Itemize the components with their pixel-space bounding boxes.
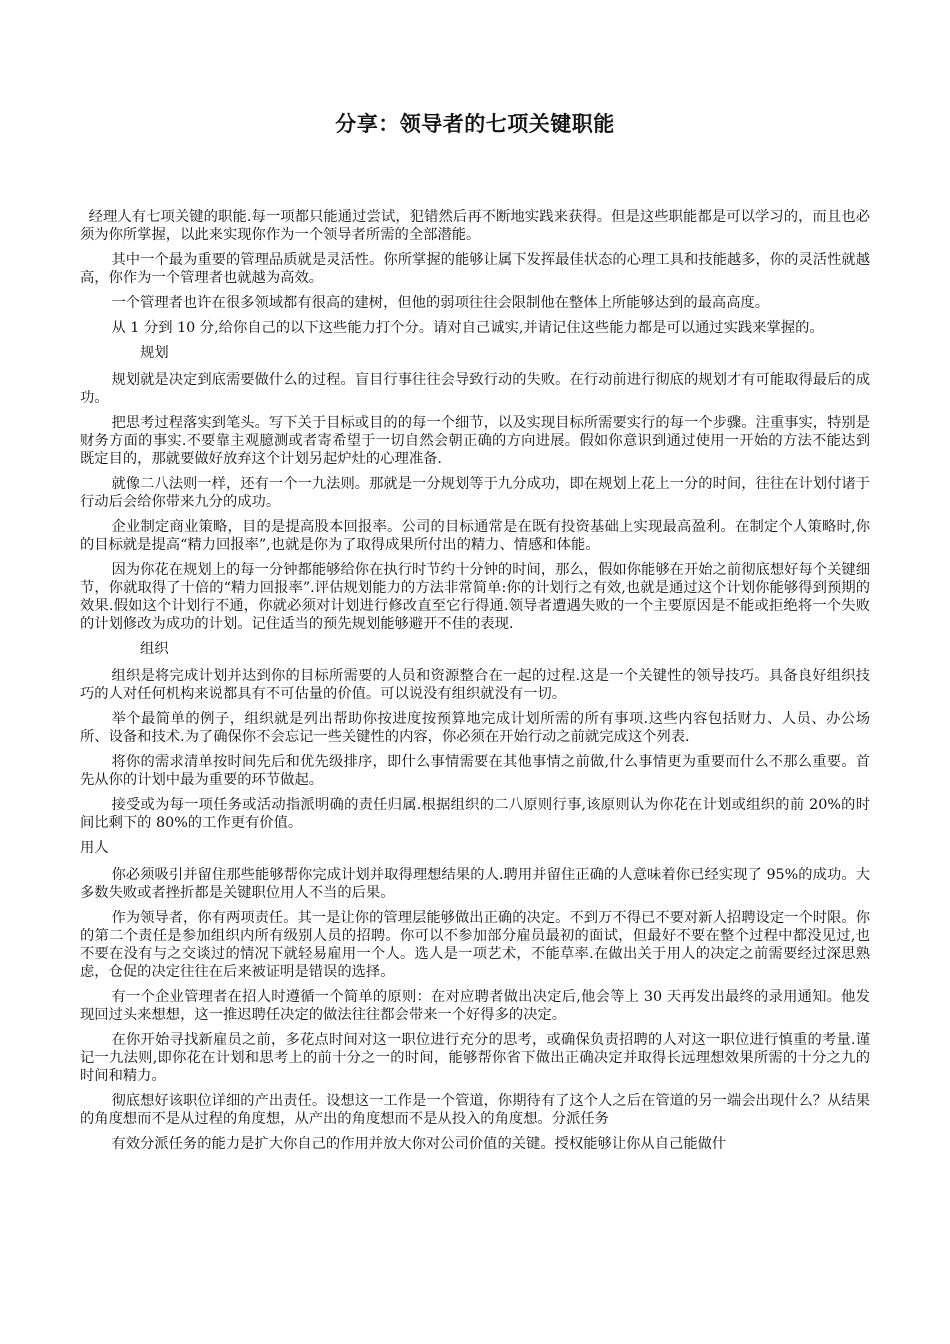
paragraph: 接受或为每一项任务或活动指派明确的责任归属.根据组织的二八原则行事,该原则认为你花在计划或组织的前 20%的时间比剩下的 80%的工作更有价值。 [80, 797, 870, 831]
paragraph: 有一个企业管理者在招人时遵循一个简单的原则：在对应聘者做出决定后,他会等上 30 天再发出最终的录用通知。他发现回过头来想想，这一推迟聘任决定的做法往往都会带来一个好得多的决定。 [80, 989, 870, 1023]
paragraph: 因为你花在规划上的每一分钟都能够给你在执行时节约十分钟的时间，那么，假如你能够在开始之前彻底想好每个关键细节，你就取得了十倍的“精力回报率”.评估规划能力的方法非常简单:你的计划行之有效,也就是通过这个计划你能够得到预期的效果.假如这个计划行不通，你就必须对计划进行修改直至它行得通.领导者遭遇失败的一个主要原因是不能或拒绝将一个失败的计划修改为成功的计划。记住适当的预先规划能够避开不佳的表现. [80, 562, 870, 632]
section-heading-staffing: 用人 [80, 840, 109, 856]
paragraph: 你必须吸引并留住那些能够帮你完成计划并取得理想结果的人.聘用并留住正确的人意味着你已经实现了 95%的成功。大多数失败或者挫折都是关键职位用人不当的后果。 [80, 867, 870, 901]
section-heading-organizing: 组织 [140, 641, 169, 657]
paragraph: 就像二八法则一样，还有一个一九法则。那就是一分规划等于九分成功，即在规划上花上一分的时间，往往在计划付诸于行动后会给你带来九分的成功。 [80, 476, 870, 510]
paragraph: 组织是将完成计划并达到你的目标所需要的人员和资源整合在一起的过程.这是一个关键性的领导技巧。具备良好组织技巧的人对任何机构来说都具有不可估量的价值。可以说没有组织就没有一切。 [80, 668, 870, 702]
paragraph: 将你的需求清单按时间先后和优先级排序，即什么事情需要在其他事情之前做,什么事情更为重要而什么不那么重要。首先从你的计划中最为重要的环节做起。 [80, 754, 870, 788]
paragraph: 企业制定商业策略，目的是提高股本回报率。公司的目标通常是在既有投资基础上实现最高盈利。在制定个人策略时,你的目标就是提高“精力回报率”,也就是你为了取得成果所付出的精力、情感和体能。 [80, 519, 870, 553]
paragraph: 规划就是决定到底需要做什么的过程。盲目行事往往会导致行动的失败。在行动前进行彻底的规划才有可能取得最后的成功。 [80, 372, 870, 406]
paragraph: 彻底想好该职位详细的产出责任。设想这一工作是一个管道，你期待有了这个人之后在管道的另一端会出现什么？从结果的角度想而不是从过程的角度想，从产出的角度想而不是从投入的角度想。分派任务 [80, 1093, 870, 1127]
paragraph: 一个管理者也许在很多领域都有很高的建树，但他的弱项往往会限制他在整体上所能够达到的最高高度。 [111, 295, 770, 311]
paragraph: 把思考过程落实到笔头。写下关于目标或目的的每一个细节，以及实现目标所需要实行的每一个步骤。注重事实，特别是财务方面的事实.不要靠主观臆测或者寄希望于一切自然会朝正确的方向进展。假如你意识到通过使用一开始的方法不能达到既定目的，那就要做好放弃这个计划另起炉灶的心理准备. [80, 415, 870, 467]
paragraph: 经理人有七项关键的职能.每一项都只能通过尝试，犯错然后再不断地实践来获得。但是这些职能都是可以学习的，而且也必须为你所掌握，以此来实现你作为一个领导者所需的全部潜能。 [80, 209, 870, 243]
paragraph: 其中一个最为重要的管理品质就是灵活性。你所掌握的能够让属下发挥最佳状态的心理工具和技能越多，你的灵活性就越高，你作为一个管理者也就越为高效。 [80, 252, 870, 286]
paragraph: 举个最简单的例子，组织就是列出帮助你按进度按预算地完成计划所需的所有事项.这些内容包括财力、人员、办公场所、设备和技术.为了确保你不会忘记一些关键性的内容，你必须在开始行动之前就完成这个列表. [80, 711, 870, 745]
paragraph: 在你开始寻找新雇员之前，多花点时间对这一职位进行充分的思考，或确保负责招聘的人对这一职位进行慎重的考量.谨记一九法则,即你花在计划和思考上的前十分之一的时间，能够帮你省下做出正确决定并取得长远理想效果所需的十分之九的时间和精力。 [80, 1032, 870, 1084]
paragraph: 有效分派任务的能力是扩大你自己的作用并放大你对公司价值的关键。授权能够让你从自己能做什 [111, 1136, 727, 1152]
document-title: 分享：领导者的七项关键职能 [335, 112, 615, 136]
document-body [80, 208, 870, 1153]
section-heading-planning: 规划 [140, 345, 169, 361]
paragraph: 作为领导者，你有两项责任。其一是让你的管理层能够做出正确的决定。不到万不得已不要对新人招聘设定一个时限。你的第二个责任是参加组织内所有级别人员的招聘。你可以不参加部分雇员最初的面试，但最好不要在整个过程中都没见过,也不要在没有与之交谈过的情况下就轻易雇用一个人。选人是一项艺术，不能草率.在做出关于用人的决定之前需要经过深思熟虑，仓促的决定往往在后来被证明是错误的选择。 [80, 910, 870, 980]
paragraph: 从 1 分到 10 分,给你自己的以下这些能力打个分。请对自己诚实,并请记住这些能力都是可以通过实践来掌握的。 [111, 320, 824, 336]
